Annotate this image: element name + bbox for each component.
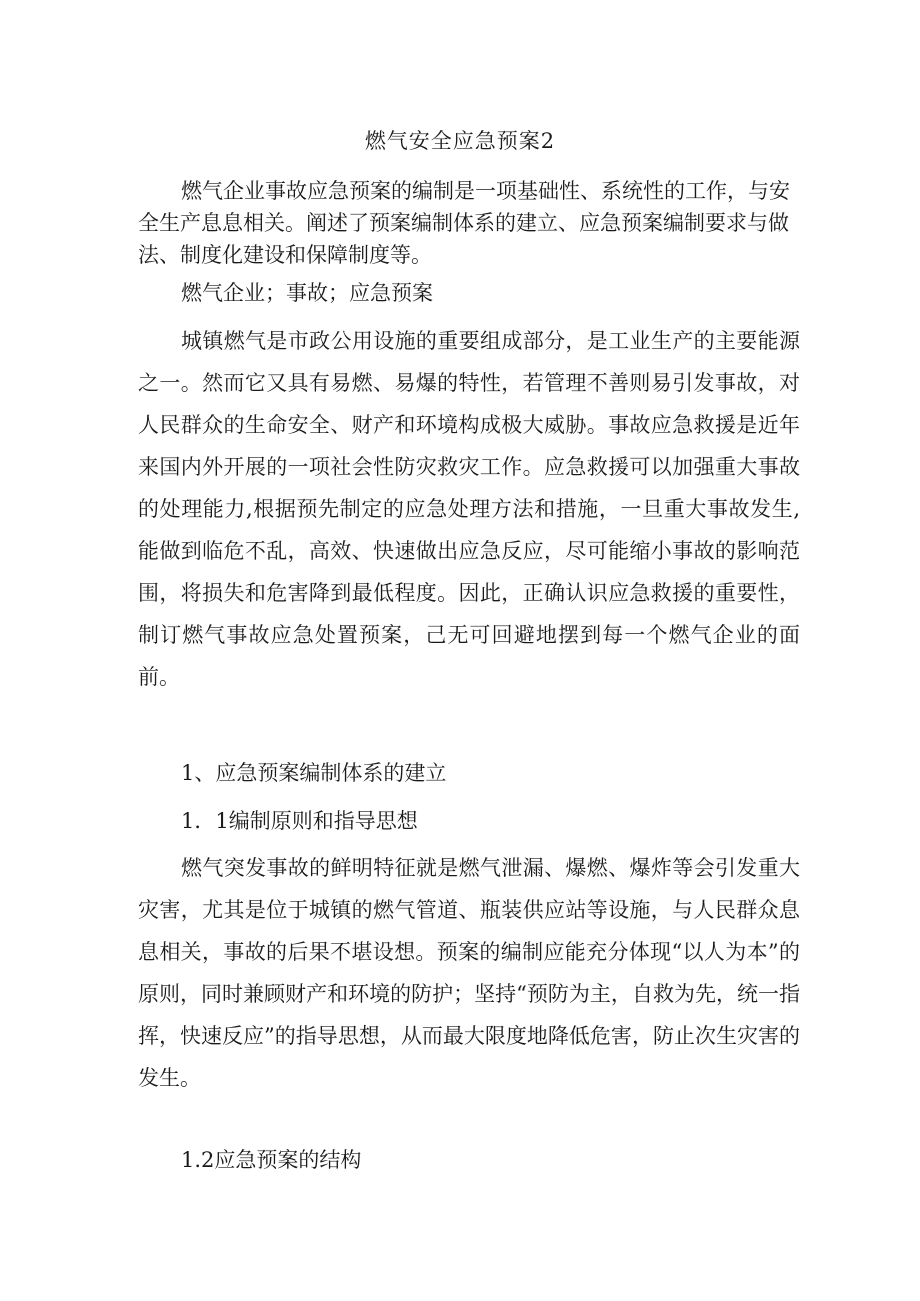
section-1-1-paragraph: 燃气突发事故的鲜明特征就是燃气泄漏、爆燃、爆炸等会引发重大灾害，尤其是位于城镇的燃气管道、瓶装供应站等设施，与人民群众息息相关，事故的后果不堪设想。预案的编制应能充分体现“以人为本”的原则，同时兼顾财产和环境的防护；坚持“预防为主，自救为先，统一指挥，快速反应”的指导思想，从而最大限度地降低危害，防止次生灾害的发生。 — [138, 856, 800, 1090]
section-1-heading: 1、应急预案编制体系的建立 — [181, 761, 447, 785]
section-1-2-heading: 1.2应急预案的结构 — [181, 1148, 362, 1172]
section-1-1-heading: 1．1编制原则和指导思想 — [181, 809, 418, 833]
intro-paragraph: 城镇燃气是市政公用设施的重要组成部分，是工业生产的主要能源之一。然而它又具有易燃、易爆的特性，若管理不善则易引发事故，对人民群众的生命安全、财产和环境构成极大威胁。事故应急救援是近年来国内外开展的一项社会性防灾救灾工作。应急救援可以加强重大事故的处理能力,根据预先制定的应急处理方法和措施，一旦重大事故发生,能做到临危不乱，高效、快速做出应急反应，尽可能缩小事故的影响范围，将损失和危害降到最低程度。因此，正确认识应急救援的重要性，制订燃气事故应急处置预案，己无可回避地摆到每一个燃气企业的面前。 — [138, 329, 800, 689]
keywords-line: 燃气企业；事故；应急预案 — [181, 281, 433, 305]
abstract-paragraph: 燃气企业事故应急预案的编制是一项基础性、系统性的工作，与安全生产息息相关。阐述了预案编制体系的建立、应急预案编制要求与做法、制度化建设和保障制度等。 — [138, 179, 790, 267]
document-title: 燃气安全应急预案2 — [364, 129, 556, 153]
